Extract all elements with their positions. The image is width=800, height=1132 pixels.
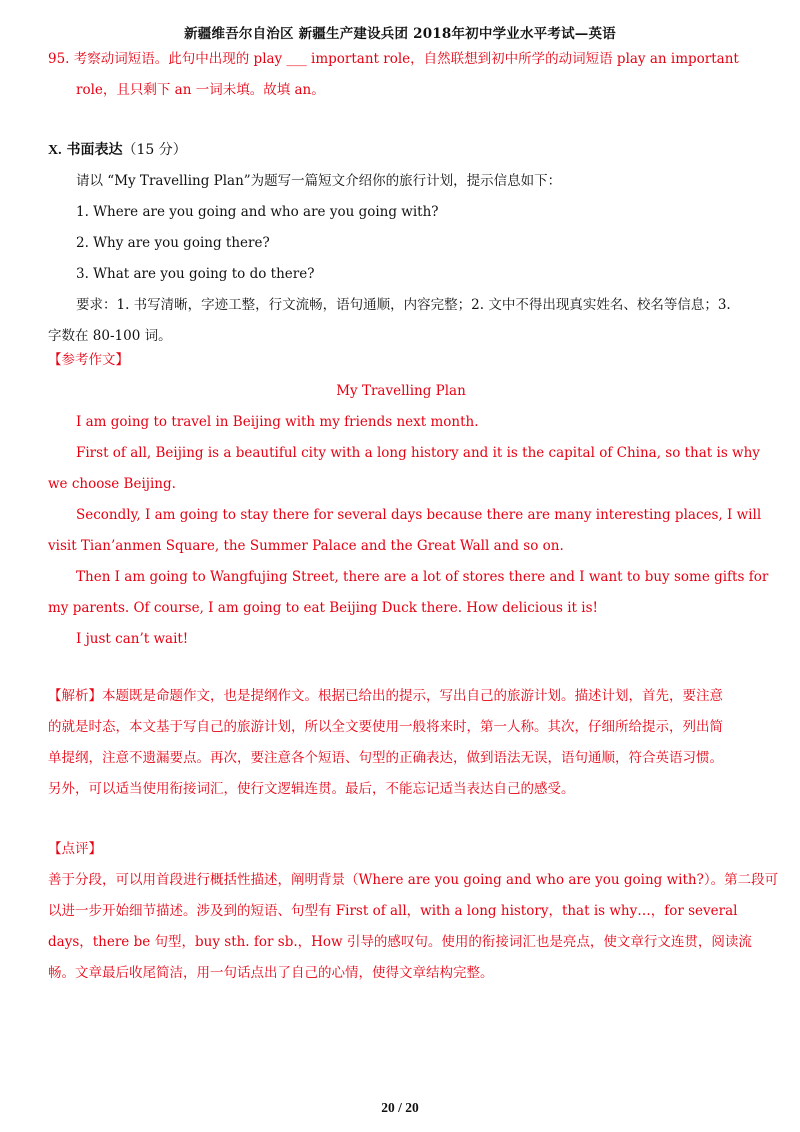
page-number: 20 / 20 bbox=[381, 1100, 419, 1115]
q95-line-2: role，且只剩下 an 一词未填。故填 an。 bbox=[76, 82, 325, 98]
essay-line: First of all, Beijing is a beautiful city with a long history and it is the capital of China, so that is why bbox=[76, 445, 760, 461]
section-heading bbox=[48, 135, 754, 166]
section-number: X. bbox=[48, 143, 62, 158]
page-header: 新疆维吾尔自治区 新疆生产建设兵团 2018年初中学业水平考试—英语 bbox=[184, 26, 616, 42]
question-95-explanation bbox=[48, 44, 754, 106]
comment-line: 畅。文章最后收尾简洁，用一句话点出了自己的心情，使得文章结构完整。 bbox=[48, 965, 494, 981]
comment-line: days，there be 句型，buy sth. for sb.，How 引导的感叹句。使用的衔接词汇也是亮点，使文章行文连贯，阅读流 bbox=[48, 934, 752, 950]
essay-line: I just can’t wait! bbox=[76, 631, 189, 647]
essay-line: we choose Beijing. bbox=[48, 476, 176, 492]
prompt-item: 2. Why are you going there? bbox=[76, 235, 270, 251]
analysis-section bbox=[48, 681, 754, 805]
section-score: （15 分） bbox=[122, 142, 187, 158]
sample-label: 【参考作文】 bbox=[48, 352, 129, 368]
essay-line: Secondly, I am going to stay there for several days because there are many interesting places, I will bbox=[76, 507, 762, 523]
q95-line-1: 95. 考察动词短语。此句中出现的 play ___ important role，自然联想到初中所学的动词短语 play an important bbox=[48, 51, 739, 67]
section-instruction: 请以 “My Travelling Plan”为题写一篇短文介绍你的旅行计划，提示信息如下： bbox=[76, 173, 562, 189]
prompt-item: 3. What are you going to do there? bbox=[76, 266, 315, 282]
requirements-line-2: 字数在 80-100 词。 bbox=[48, 328, 172, 344]
comment-section bbox=[48, 834, 779, 989]
essay-line: Then I am going to Wangfujing Street, there are a lot of stores there and I want to buy some gifts for bbox=[76, 569, 769, 585]
analysis-line: 【解析】本题既是命题作文，也是提纲作文。根据已给出的提示，写出自己的旅游计划。描述计划，首先，要注意 bbox=[48, 688, 723, 704]
essay-line: my parents. Of course, I am going to eat Beijing Duck there. How delicious it is! bbox=[48, 600, 598, 616]
essay-line: I am going to travel in Beijing with my friends next month. bbox=[76, 414, 479, 430]
prompt-item: 1. Where are you going and who are you going with? bbox=[76, 204, 439, 220]
comment-line: 善于分段，可以用首段进行概括性描述，阐明背景（Where are you going and who are you going with?）。第二段可 bbox=[48, 872, 779, 888]
analysis-line: 单提纲，注意不遗漏要点。再次，要注意各个短语、句型的正确表达，做到语法无误，语句通顺，符合英语习惯。 bbox=[48, 750, 723, 766]
essay-line: visit Tian’anmen Square, the Summer Palace and the Great Wall and so on. bbox=[48, 538, 564, 554]
analysis-line: 另外，可以适当使用衔接词汇，使行文逻辑连贯。最后，不能忘记适当表达自己的感受。 bbox=[48, 781, 575, 797]
sample-essay bbox=[48, 345, 769, 655]
section-title: 书面表达 bbox=[66, 142, 123, 158]
writing-section bbox=[48, 135, 754, 352]
essay-title: My Travelling Plan bbox=[336, 383, 466, 399]
requirements-line-1: 要求：1. 书写清晰，字迹工整，行文流畅，语句通顺，内容完整；2. 文中不得出现真实姓名、校名等信息；3. bbox=[76, 297, 731, 313]
comment-label: 【点评】 bbox=[48, 841, 102, 857]
analysis-line: 的就是时态，本文基于写自己的旅游计划，所以全文要使用一般将来时，第一人称。其次，仔细所给提示，列出简 bbox=[48, 719, 723, 735]
comment-line: 以进一步开始细节描述。涉及到的短语、句型有 First of all，with a long history，that is why…，for several bbox=[48, 903, 738, 919]
